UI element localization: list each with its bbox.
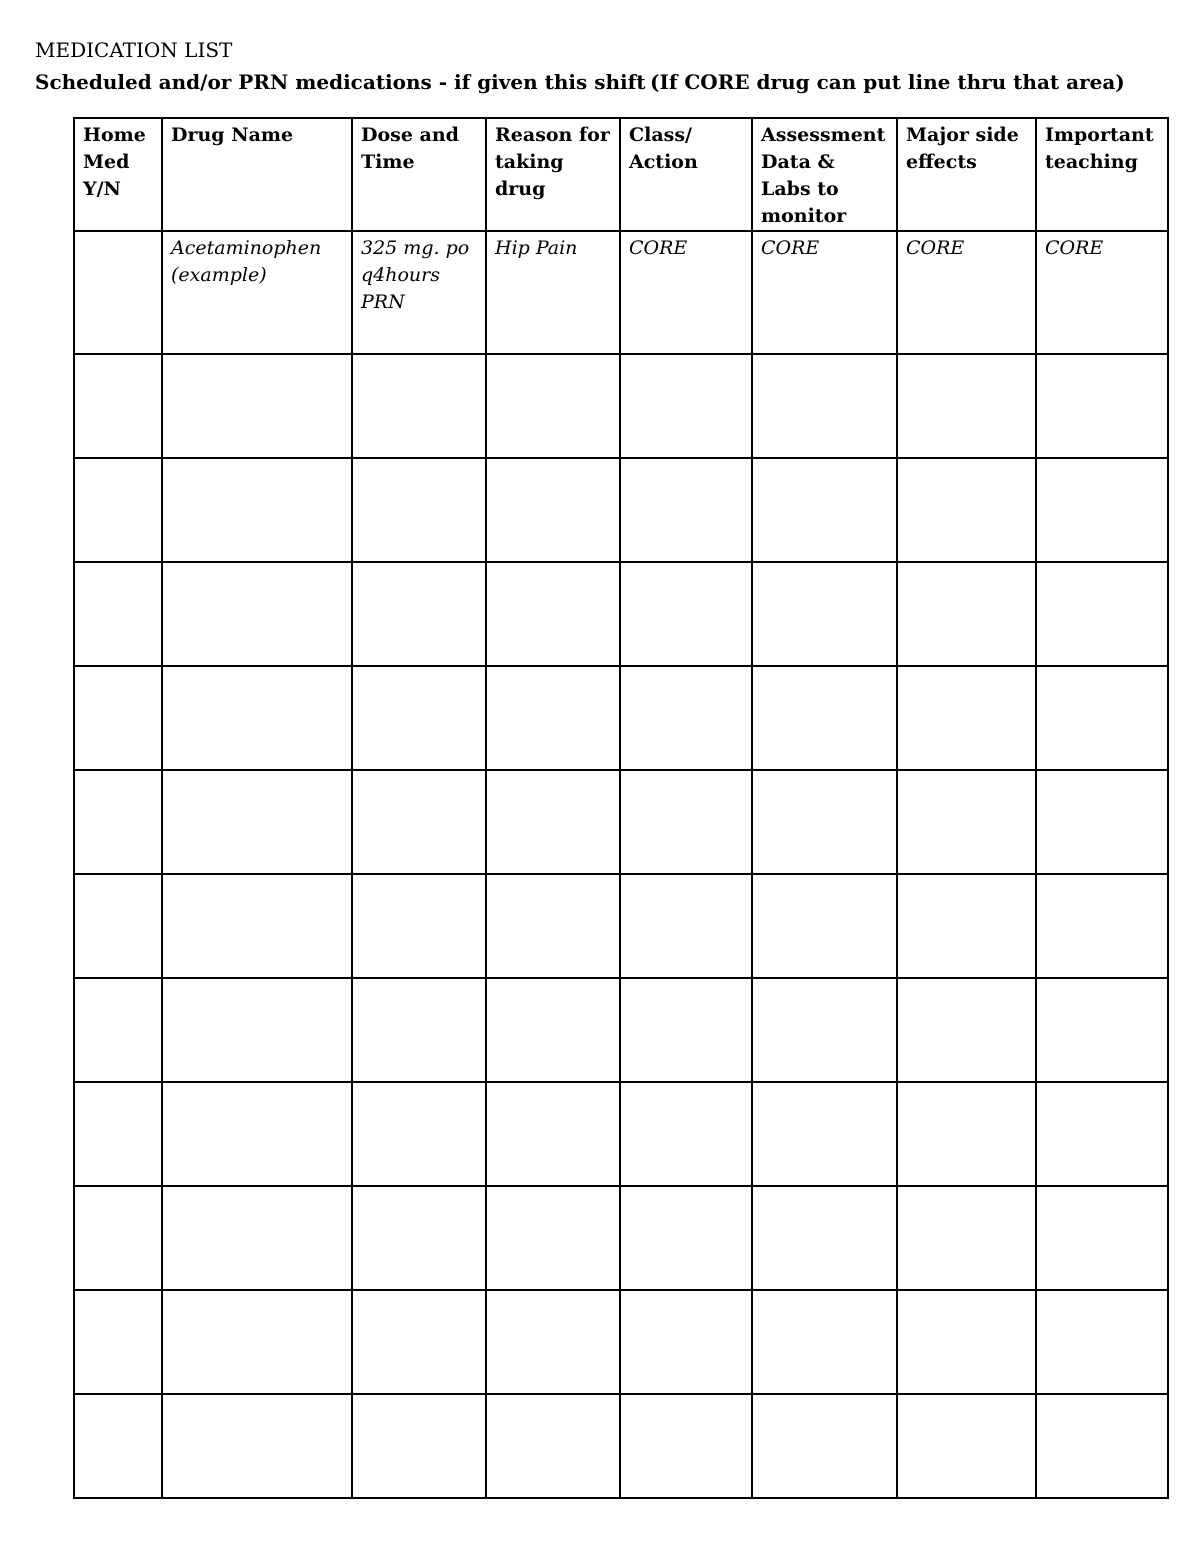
table-cell-home-med[interactable] bbox=[74, 354, 162, 458]
table-cell-class-action[interactable] bbox=[620, 874, 752, 978]
table-cell-drug-name[interactable] bbox=[162, 354, 352, 458]
table-cell-drug-name[interactable] bbox=[162, 666, 352, 770]
table-cell-assessment[interactable] bbox=[752, 458, 897, 562]
table-cell-side-effects[interactable] bbox=[897, 562, 1036, 666]
table-cell-teaching[interactable] bbox=[1036, 1186, 1168, 1290]
table-row bbox=[74, 1186, 1168, 1290]
table-cell-side-effects[interactable] bbox=[897, 770, 1036, 874]
column-header-class-action: Class/ Action bbox=[620, 118, 752, 231]
table-cell-assessment[interactable] bbox=[752, 562, 897, 666]
table-cell-home-med[interactable] bbox=[74, 1082, 162, 1186]
example-cell-home-med[interactable] bbox=[74, 231, 162, 354]
column-header-home-med: Home Med Y/N bbox=[74, 118, 162, 231]
example-cell-assessment[interactable]: CORE bbox=[752, 231, 897, 354]
example-cell-teaching[interactable]: CORE bbox=[1036, 231, 1168, 354]
table-cell-drug-name[interactable] bbox=[162, 874, 352, 978]
column-header-dose-time: Dose and Time bbox=[352, 118, 486, 231]
table-cell-assessment[interactable] bbox=[752, 770, 897, 874]
table-cell-drug-name[interactable] bbox=[162, 562, 352, 666]
table-cell-reason[interactable] bbox=[486, 1290, 620, 1394]
table-row bbox=[74, 458, 1168, 562]
table-header-row bbox=[74, 118, 1168, 231]
table-cell-dose-time[interactable] bbox=[352, 978, 486, 1082]
example-cell-side-effects[interactable]: CORE bbox=[897, 231, 1036, 354]
table-cell-class-action[interactable] bbox=[620, 666, 752, 770]
table-cell-reason[interactable] bbox=[486, 1186, 620, 1290]
table-cell-class-action[interactable] bbox=[620, 1186, 752, 1290]
table-cell-home-med[interactable] bbox=[74, 770, 162, 874]
table-cell-side-effects[interactable] bbox=[897, 458, 1036, 562]
table-cell-assessment[interactable] bbox=[752, 874, 897, 978]
table-cell-home-med[interactable] bbox=[74, 1186, 162, 1290]
table-cell-reason[interactable] bbox=[486, 770, 620, 874]
table-cell-side-effects[interactable] bbox=[897, 666, 1036, 770]
table-cell-drug-name[interactable] bbox=[162, 1290, 352, 1394]
table-cell-assessment[interactable] bbox=[752, 354, 897, 458]
table-row bbox=[74, 1394, 1168, 1498]
table-cell-assessment[interactable] bbox=[752, 1082, 897, 1186]
table-cell-drug-name[interactable] bbox=[162, 1186, 352, 1290]
example-cell-class-action[interactable]: CORE bbox=[620, 231, 752, 354]
table-cell-side-effects[interactable] bbox=[897, 1186, 1036, 1290]
example-cell-dose-time[interactable]: 325 mg. po q4hours PRN bbox=[352, 231, 486, 354]
table-cell-dose-time[interactable] bbox=[352, 458, 486, 562]
table-cell-class-action[interactable] bbox=[620, 1290, 752, 1394]
table-cell-teaching[interactable] bbox=[1036, 666, 1168, 770]
table-cell-reason[interactable] bbox=[486, 978, 620, 1082]
table-row bbox=[74, 354, 1168, 458]
table-cell-teaching[interactable] bbox=[1036, 1082, 1168, 1186]
table-cell-assessment[interactable] bbox=[752, 666, 897, 770]
table-cell-dose-time[interactable] bbox=[352, 1394, 486, 1498]
table-cell-dose-time[interactable] bbox=[352, 1186, 486, 1290]
example-cell-drug-name[interactable]: Acetaminophen (example) bbox=[162, 231, 352, 354]
table-cell-class-action[interactable] bbox=[620, 770, 752, 874]
table-cell-side-effects[interactable] bbox=[897, 874, 1036, 978]
table-cell-assessment[interactable] bbox=[752, 1290, 897, 1394]
column-header-side-effects: Major side effects bbox=[897, 118, 1036, 231]
table-cell-dose-time[interactable] bbox=[352, 354, 486, 458]
table-cell-teaching[interactable] bbox=[1036, 874, 1168, 978]
table-cell-drug-name[interactable] bbox=[162, 978, 352, 1082]
table-row bbox=[74, 562, 1168, 666]
table-row bbox=[74, 874, 1168, 978]
table-cell-teaching[interactable] bbox=[1036, 562, 1168, 666]
table-cell-reason[interactable] bbox=[486, 458, 620, 562]
table-cell-drug-name[interactable] bbox=[162, 770, 352, 874]
table-row bbox=[74, 1082, 1168, 1186]
table-cell-class-action[interactable] bbox=[620, 458, 752, 562]
example-row bbox=[74, 231, 1168, 354]
column-header-teaching: Important teaching bbox=[1036, 118, 1168, 231]
table-cell-home-med[interactable] bbox=[74, 1394, 162, 1498]
column-header-reason: Reason for taking drug bbox=[486, 118, 620, 231]
table-cell-assessment[interactable] bbox=[752, 1186, 897, 1290]
table-cell-dose-time[interactable] bbox=[352, 770, 486, 874]
table-cell-drug-name[interactable] bbox=[162, 1082, 352, 1186]
table-cell-home-med[interactable] bbox=[74, 458, 162, 562]
table-cell-reason[interactable] bbox=[486, 354, 620, 458]
column-header-assessment: Assessment Data & Labs to monitor bbox=[752, 118, 897, 231]
table-cell-class-action[interactable] bbox=[620, 1394, 752, 1498]
table-cell-class-action[interactable] bbox=[620, 1082, 752, 1186]
table-cell-home-med[interactable] bbox=[74, 562, 162, 666]
table-cell-teaching[interactable] bbox=[1036, 770, 1168, 874]
table-row bbox=[74, 666, 1168, 770]
table-cell-side-effects[interactable] bbox=[897, 978, 1036, 1082]
table-cell-home-med[interactable] bbox=[74, 666, 162, 770]
table-cell-side-effects[interactable] bbox=[897, 1394, 1036, 1498]
example-cell-reason[interactable]: Hip Pain bbox=[486, 231, 620, 354]
table-cell-class-action[interactable] bbox=[620, 354, 752, 458]
page-subtitle: Scheduled and/or PRN medications - if given this shift bbox=[35, 70, 646, 94]
table-cell-dose-time[interactable] bbox=[352, 874, 486, 978]
table-cell-reason[interactable] bbox=[486, 666, 620, 770]
table-cell-teaching[interactable] bbox=[1036, 1394, 1168, 1498]
table-row bbox=[74, 770, 1168, 874]
table-cell-reason[interactable] bbox=[486, 874, 620, 978]
table-cell-reason[interactable] bbox=[486, 1082, 620, 1186]
table-cell-reason[interactable] bbox=[486, 1394, 620, 1498]
table-row bbox=[74, 978, 1168, 1082]
table-cell-reason[interactable] bbox=[486, 562, 620, 666]
table-cell-class-action[interactable] bbox=[620, 562, 752, 666]
table-cell-dose-time[interactable] bbox=[352, 666, 486, 770]
table-cell-side-effects[interactable] bbox=[897, 1082, 1036, 1186]
table-cell-dose-time[interactable] bbox=[352, 1082, 486, 1186]
table-cell-class-action[interactable] bbox=[620, 978, 752, 1082]
column-header-drug-name: Drug Name bbox=[162, 118, 352, 231]
table-cell-teaching[interactable] bbox=[1036, 354, 1168, 458]
table-cell-home-med[interactable] bbox=[74, 978, 162, 1082]
medication-table bbox=[73, 117, 1169, 1499]
table-row bbox=[74, 1290, 1168, 1394]
table-cell-side-effects[interactable] bbox=[897, 354, 1036, 458]
core-drug-note: (If CORE drug can put line thru that area) bbox=[650, 70, 1125, 94]
table-cell-teaching[interactable] bbox=[1036, 978, 1168, 1082]
table-cell-drug-name[interactable] bbox=[162, 1394, 352, 1498]
page-title: MEDICATION LIST bbox=[35, 38, 233, 62]
table-cell-teaching[interactable] bbox=[1036, 1290, 1168, 1394]
table-cell-drug-name[interactable] bbox=[162, 458, 352, 562]
table-cell-home-med[interactable] bbox=[74, 874, 162, 978]
table-cell-home-med[interactable] bbox=[74, 1290, 162, 1394]
table-cell-dose-time[interactable] bbox=[352, 1290, 486, 1394]
table-cell-side-effects[interactable] bbox=[897, 1290, 1036, 1394]
table-cell-dose-time[interactable] bbox=[352, 562, 486, 666]
table-cell-assessment[interactable] bbox=[752, 978, 897, 1082]
table-cell-teaching[interactable] bbox=[1036, 458, 1168, 562]
table-cell-assessment[interactable] bbox=[752, 1394, 897, 1498]
